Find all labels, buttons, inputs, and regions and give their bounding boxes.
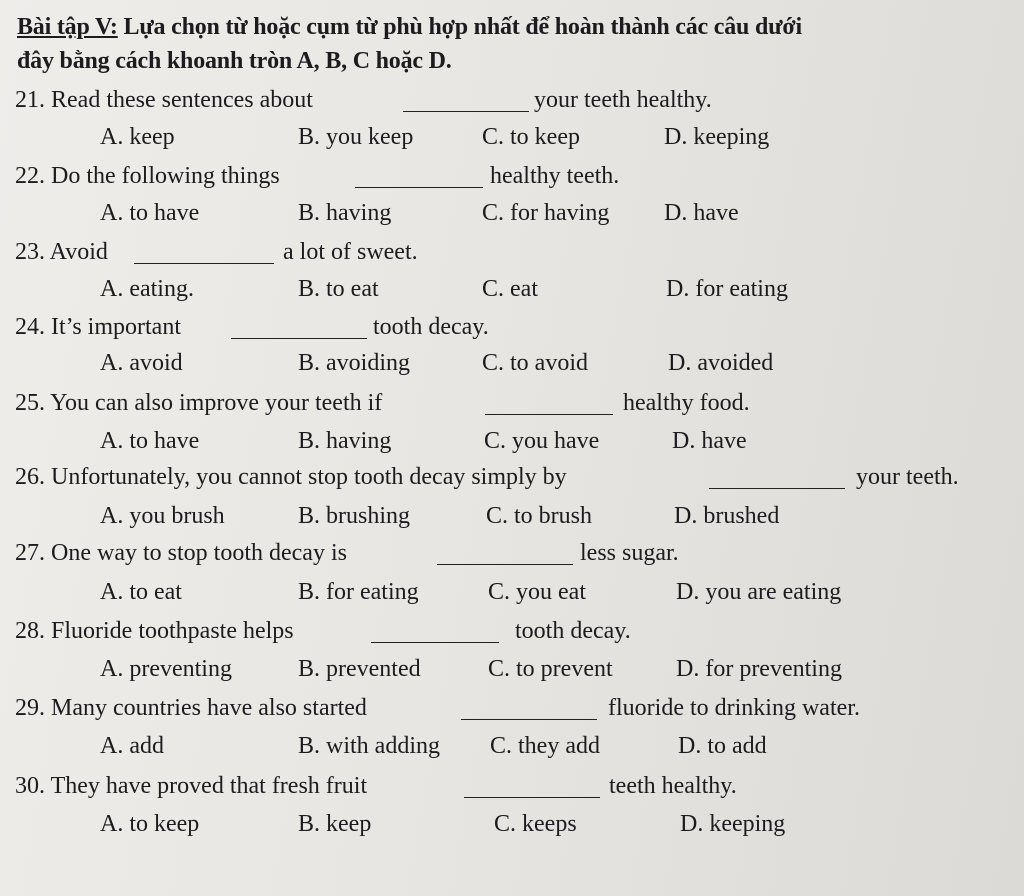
option-a[interactable]: A. avoid — [100, 350, 183, 376]
option-c[interactable]: C. they add — [490, 733, 600, 759]
option-a[interactable]: A. to have — [100, 200, 200, 226]
answer-blank — [134, 263, 274, 264]
option-a[interactable]: A. add — [100, 733, 164, 759]
question-21-stem: 21. Read these sentences about — [15, 87, 313, 113]
option-b[interactable]: B. you keep — [298, 124, 414, 150]
option-b[interactable]: B. having — [298, 200, 392, 226]
question-27-stem: 27. One way to stop tooth decay is — [15, 540, 347, 566]
question-25-stem: 25. You can also improve your teeth if — [15, 390, 383, 416]
option-d[interactable]: D. have — [672, 428, 747, 454]
option-a[interactable]: A. to eat — [100, 579, 182, 605]
option-c[interactable]: C. to brush — [486, 503, 593, 529]
question-26-ending: your teeth. — [856, 464, 959, 490]
option-a[interactable]: A. keep — [100, 124, 175, 150]
option-d[interactable]: D. you are eating — [676, 579, 842, 605]
question-29-stem: 29. Many countries have also started — [15, 695, 367, 721]
option-c[interactable]: C. you have — [484, 428, 600, 454]
option-a[interactable]: A. you brush — [100, 503, 225, 529]
option-a[interactable]: A. eating. — [100, 276, 194, 302]
question-28-stem: 28. Fluoride toothpaste helps — [15, 618, 294, 644]
option-c[interactable]: C. keeps — [494, 811, 577, 837]
question-22-stem: 22. Do the following things — [15, 163, 280, 189]
option-d[interactable]: D. keeping — [664, 124, 770, 150]
exercise-instruction-part-1: Lựa chọn từ hoặc cụm từ phù hợp nhất để hoàn thành các câu dưới — [117, 14, 802, 40]
option-c[interactable]: C. to keep — [482, 124, 580, 150]
question-28-ending: tooth decay. — [515, 618, 631, 644]
question-27-ending: less sugar. — [580, 540, 679, 566]
option-b[interactable]: B. brushing — [298, 503, 411, 529]
option-d[interactable]: D. avoided — [668, 350, 774, 376]
option-b[interactable]: B. with adding — [298, 733, 440, 759]
exercise-title-line-1 — [17, 14, 802, 41]
option-c[interactable]: C. you eat — [488, 579, 586, 605]
option-b[interactable]: B. avoiding — [298, 350, 410, 376]
option-b[interactable]: B. prevented — [298, 656, 421, 682]
exercise-label: Bài tập V: — [17, 14, 118, 40]
question-23-stem: 23. Avoid — [15, 239, 108, 265]
answer-blank — [461, 719, 597, 720]
question-30-ending: teeth healthy. — [609, 773, 737, 799]
option-a[interactable]: A. to keep — [100, 811, 200, 837]
option-d[interactable]: D. for eating — [666, 276, 788, 302]
option-c[interactable]: C. eat — [482, 276, 538, 302]
option-a[interactable]: A. to have — [100, 428, 200, 454]
exercise-title-line-2: đây bằng cách khoanh tròn A, B, C hoặc D. — [17, 48, 452, 74]
answer-blank — [371, 642, 499, 643]
answer-blank — [355, 187, 483, 188]
option-c[interactable]: C. to prevent — [488, 656, 613, 682]
option-c[interactable]: C. for having — [482, 200, 610, 226]
question-24-stem: 24. It’s important — [15, 314, 181, 340]
option-a[interactable]: A. preventing — [100, 656, 232, 682]
option-d[interactable]: D. brushed — [674, 503, 780, 529]
question-25-ending: healthy food. — [623, 390, 750, 416]
question-23-ending: a lot of sweet. — [283, 239, 418, 265]
option-d[interactable]: D. to add — [678, 733, 767, 759]
question-30-stem: 30. They have proved that fresh fruit — [15, 773, 368, 799]
answer-blank — [231, 338, 367, 339]
answer-blank — [464, 797, 600, 798]
question-26-stem: 26. Unfortunately, you cannot stop tooth decay simply by — [15, 464, 567, 490]
answer-blank — [485, 414, 613, 415]
option-b[interactable]: B. for eating — [298, 579, 419, 605]
option-b[interactable]: B. to eat — [298, 276, 379, 302]
answer-blank — [437, 564, 573, 565]
question-21-ending: your teeth healthy. — [534, 87, 712, 113]
question-24-ending: tooth decay. — [373, 314, 489, 340]
answer-blank — [709, 488, 845, 489]
option-d[interactable]: D. have — [664, 200, 739, 226]
option-d[interactable]: D. keeping — [680, 811, 786, 837]
question-29-ending: fluoride to drinking water. — [608, 695, 860, 721]
question-22-ending: healthy teeth. — [490, 163, 620, 189]
answer-blank — [403, 111, 529, 112]
option-d[interactable]: D. for preventing — [676, 656, 842, 682]
option-b[interactable]: B. having — [298, 428, 392, 454]
option-b[interactable]: B. keep — [298, 811, 372, 837]
option-c[interactable]: C. to avoid — [482, 350, 588, 376]
